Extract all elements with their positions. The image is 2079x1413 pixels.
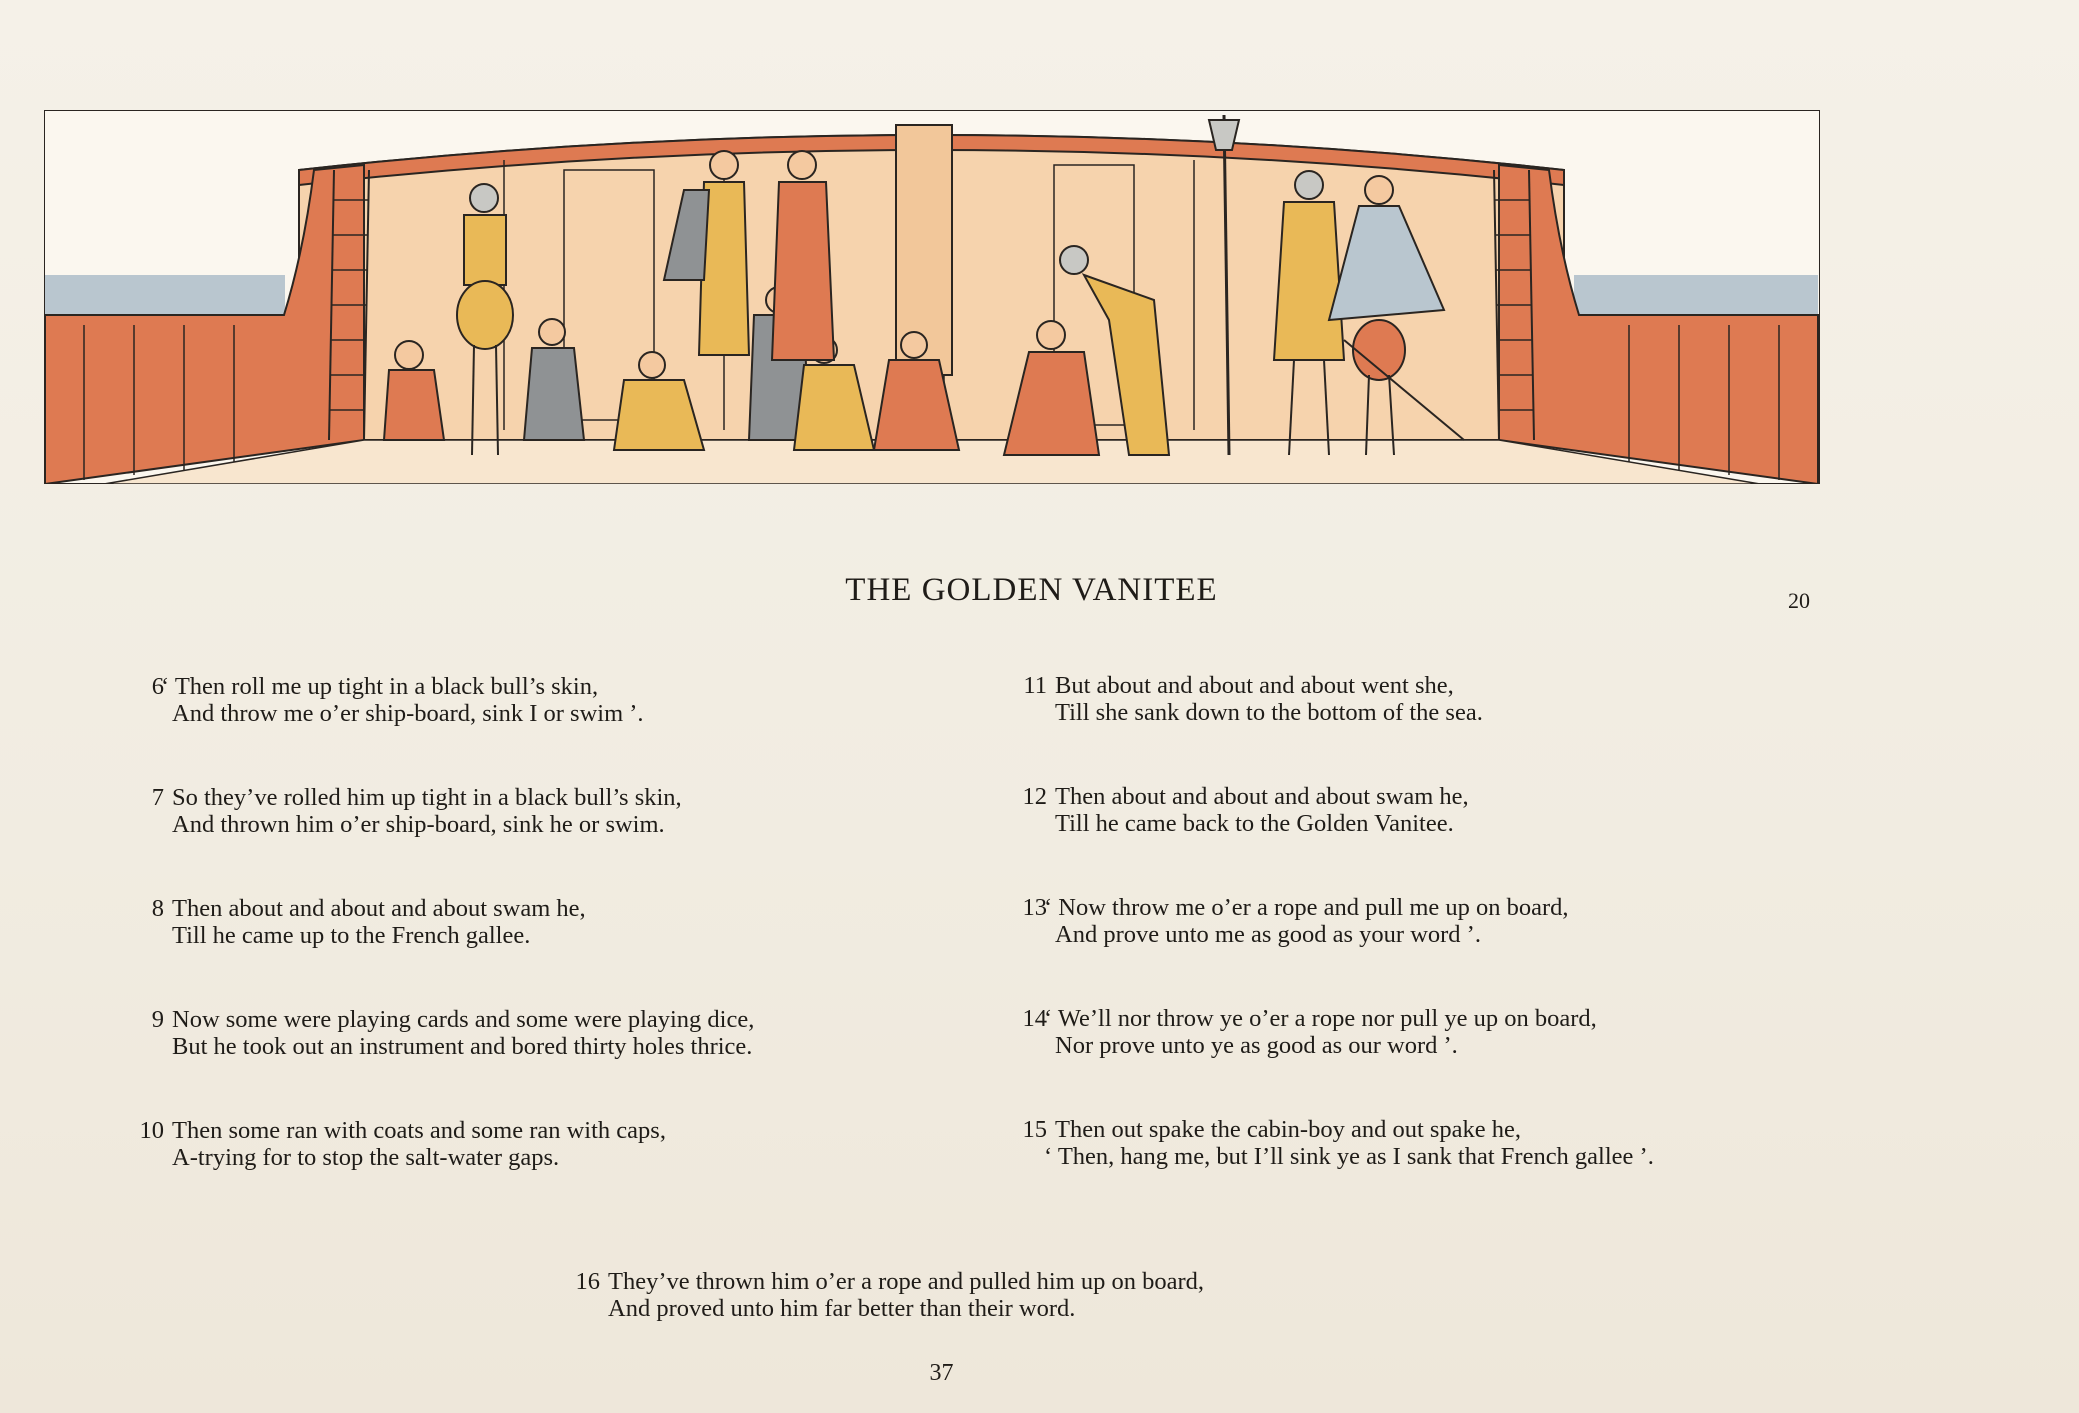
stanza-12 bbox=[1022, 783, 1469, 837]
stanza-line: Then out spake the cabin-boy and out spake he, bbox=[1055, 1116, 1522, 1143]
stanza-line: Nor prove unto ye as good as our word ’. bbox=[1055, 1032, 1458, 1059]
stanza-number: 10 bbox=[139, 1117, 164, 1144]
ship-deck-illustration bbox=[44, 110, 1820, 484]
stanza-14 bbox=[1022, 1005, 1597, 1059]
stanza-8 bbox=[151, 895, 586, 949]
stanza-line: ‘ Then, hang me, but I’ll sink ye as I sank that French gallee ’. bbox=[1044, 1143, 1654, 1170]
stanza-number: 15 bbox=[1022, 1116, 1047, 1143]
stanza-line: ‘ We’ll nor throw ye o’er a rope nor pull ye up on board, bbox=[1044, 1005, 1597, 1032]
stanza-line: And prove unto me as good as your word ’. bbox=[1055, 921, 1481, 948]
stanza-line: But he took out an instrument and bored thirty holes thrice. bbox=[172, 1033, 753, 1060]
stanza-line: ‘ Now throw me o’er a rope and pull me up on board, bbox=[1044, 894, 1569, 921]
stanza-number: 11 bbox=[1023, 672, 1047, 699]
stanza-number: 12 bbox=[1022, 783, 1047, 810]
stanza-line: Now some were playing cards and some were playing dice, bbox=[172, 1006, 755, 1033]
stanza-number: 9 bbox=[151, 1006, 164, 1033]
stanza-number: 14 bbox=[1022, 1005, 1047, 1032]
stanza-13 bbox=[1022, 894, 1569, 948]
stanza-line: Till he came back to the Golden Vanitee. bbox=[1055, 810, 1454, 837]
stanza-number: 8 bbox=[151, 895, 164, 922]
page-number: 37 bbox=[929, 1360, 954, 1386]
stanza-number: 6 bbox=[151, 673, 164, 700]
stanza-line: A-trying for to stop the salt-water gaps. bbox=[172, 1144, 560, 1171]
stanza-line: Till he came up to the French gallee. bbox=[172, 922, 531, 949]
stanza-9 bbox=[151, 1006, 755, 1060]
stanza-number: 16 bbox=[575, 1268, 600, 1295]
stanza-line: Then some ran with coats and some ran with caps, bbox=[172, 1117, 666, 1144]
stanza-7 bbox=[151, 784, 682, 838]
stanza-11 bbox=[1023, 672, 1483, 726]
stanza-16 bbox=[575, 1268, 1205, 1322]
stanza-line: ‘ Then roll me up tight in a black bull’s skin, bbox=[161, 673, 599, 700]
section-number: 20 bbox=[1788, 588, 1810, 613]
stanza-line: Till she sank down to the bottom of the sea. bbox=[1055, 699, 1483, 726]
stanza-line: And proved unto him far better than their word. bbox=[608, 1295, 1076, 1322]
stanza-line: They’ve thrown him o’er a rope and pulled him up on board, bbox=[608, 1268, 1205, 1295]
stanza-6 bbox=[151, 673, 644, 727]
stanza-line: And thrown him o’er ship-board, sink he or swim. bbox=[172, 811, 665, 838]
stanza-line: Then about and about and about swam he, bbox=[1055, 783, 1469, 810]
poem-title: THE GOLDEN VANITEE bbox=[845, 572, 1218, 608]
stanza-10 bbox=[139, 1117, 666, 1171]
stanza-line: And throw me o’er ship-board, sink I or swim ’. bbox=[172, 700, 644, 727]
stanza-15 bbox=[1022, 1116, 1654, 1170]
stanza-line: Then about and about and about swam he, bbox=[172, 895, 586, 922]
stanza-number: 13 bbox=[1022, 894, 1047, 921]
stanza-number: 7 bbox=[151, 784, 164, 811]
stanza-line: So they’ve rolled him up tight in a black bull’s skin, bbox=[172, 784, 682, 811]
stanza-line: But about and about and about went she, bbox=[1055, 672, 1454, 699]
